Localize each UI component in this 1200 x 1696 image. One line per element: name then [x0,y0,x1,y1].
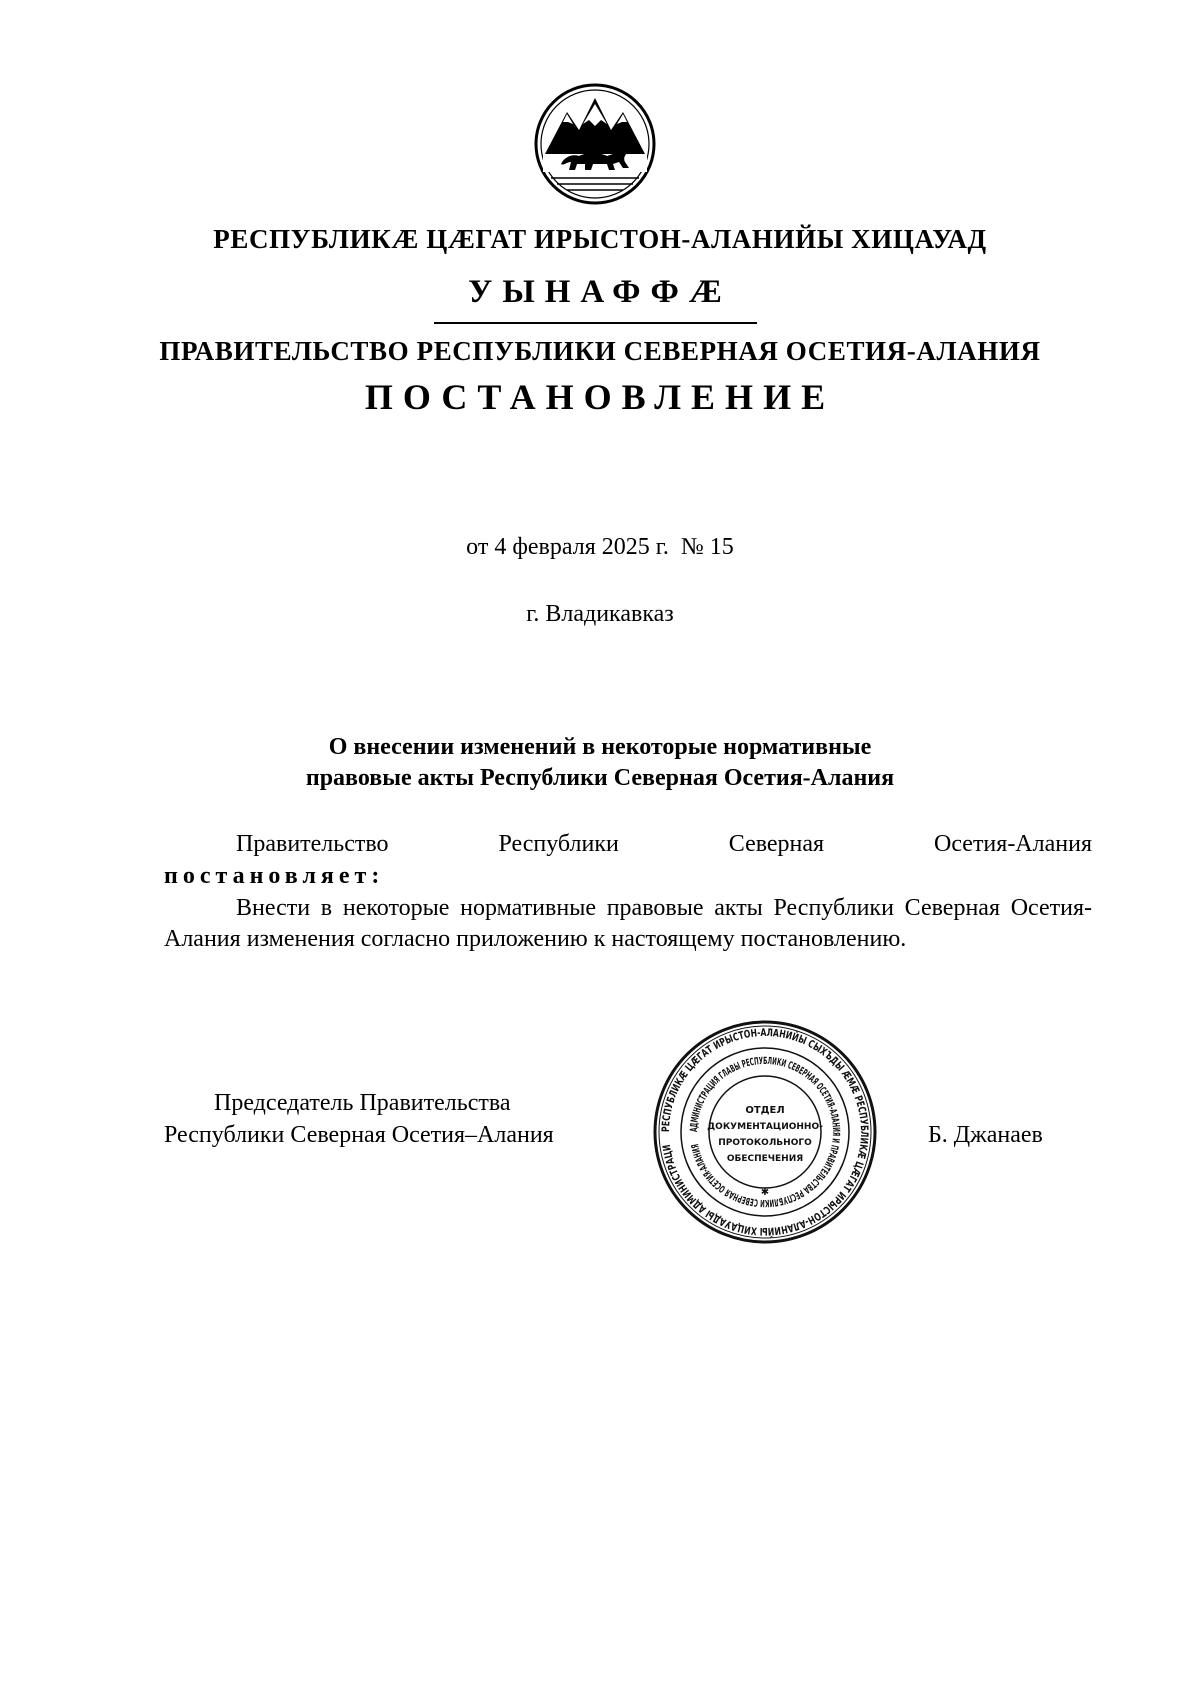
stamp-center-line3: ПРОТОКОЛЬНОГО [718,1138,812,1148]
header-divider [434,322,757,324]
signatory-position-line1: Председатель Правительства [214,1090,511,1116]
official-stamp [650,1017,880,1247]
signatory-position-line2: Республики Северная Осетия–Алания [164,1122,554,1148]
main-paragraph: Внести в некоторые нормативные правовые акты Республики Северная Осетия-Алания изменения согласно приложению к настоящему постановлению. [164,895,1092,952]
document-date-number [0,534,1200,561]
stamp-inner-ring-text: АДМИНИСТРАЦИЯ ГЛАВЫ РЕСПУБЛИКИ СЕВЕРНАЯ ОСЕТИЯ-АЛАНИЯ И ПРАВИТЕЛЬСТВА РЕСПУБЛИКИ СЕВЕРНАЯ ОСЕТИЯ-АЛАНИЯ [688,1055,842,1209]
document-date: от 4 февраля 2025 г. [466,534,669,560]
signatory-name: Б. Джанаев [928,1122,1043,1148]
stamp-center-line4: ОБЕСПЕЧЕНИЯ [726,1154,804,1164]
document-city: г. Владикавказ [526,601,674,627]
intro-paragraph: Правительство Республики Северная Осетия-Алания [236,831,1092,857]
document-title-line1: О внесении изменений в некоторые нормативные [328,734,872,760]
stamp-center-line2: ДОКУМЕНТАЦИОННО- [707,1122,823,1132]
svg-text:АДМИНИСТРАЦИЯ ГЛАВЫ РЕСПУБЛИКИ [689,1056,841,1208]
russian-government-heading: ПРАВИТЕЛЬСТВО РЕСПУБЛИКИ СЕВЕРНАЯ ОСЕТИЯ-АЛАНИЯ [159,336,1041,366]
stamp-outer-ring-text: РЕСПУБЛИКÆ ЦÆГАТ ИРЫСТОН-АЛАНИЙЫ СЫХЪДЫ ÆМÆ РЕСПУБЛИКÆ ЦÆГАТ ИРЫСТОН-АЛАНИЙЫ ХИЦАУАДЫ АДМИНИСТРАЦИ [659,1026,871,1238]
coat-of-arms-emblem [533,82,657,206]
stamp-star-icon: ✱ [760,1187,770,1198]
decree-word: постановляет: [164,863,385,889]
ossetian-document-type: УЫНАФФÆ [468,274,732,310]
russian-document-type: ПОСТАНОВЛЕНИЕ [364,377,836,417]
ossetian-government-heading: РЕСПУБЛИКÆ ЦÆГАТ ИРЫСТОН-АЛАНИЙЫ ХИЦАУАД [213,224,987,254]
document-title-line2: правовые акты Республики Северная Осетия-Алания [305,765,895,791]
stamp-center-line1: ОТДЕЛ [745,1105,785,1116]
document-title [0,732,1200,794]
document-number: № 15 [680,534,734,560]
